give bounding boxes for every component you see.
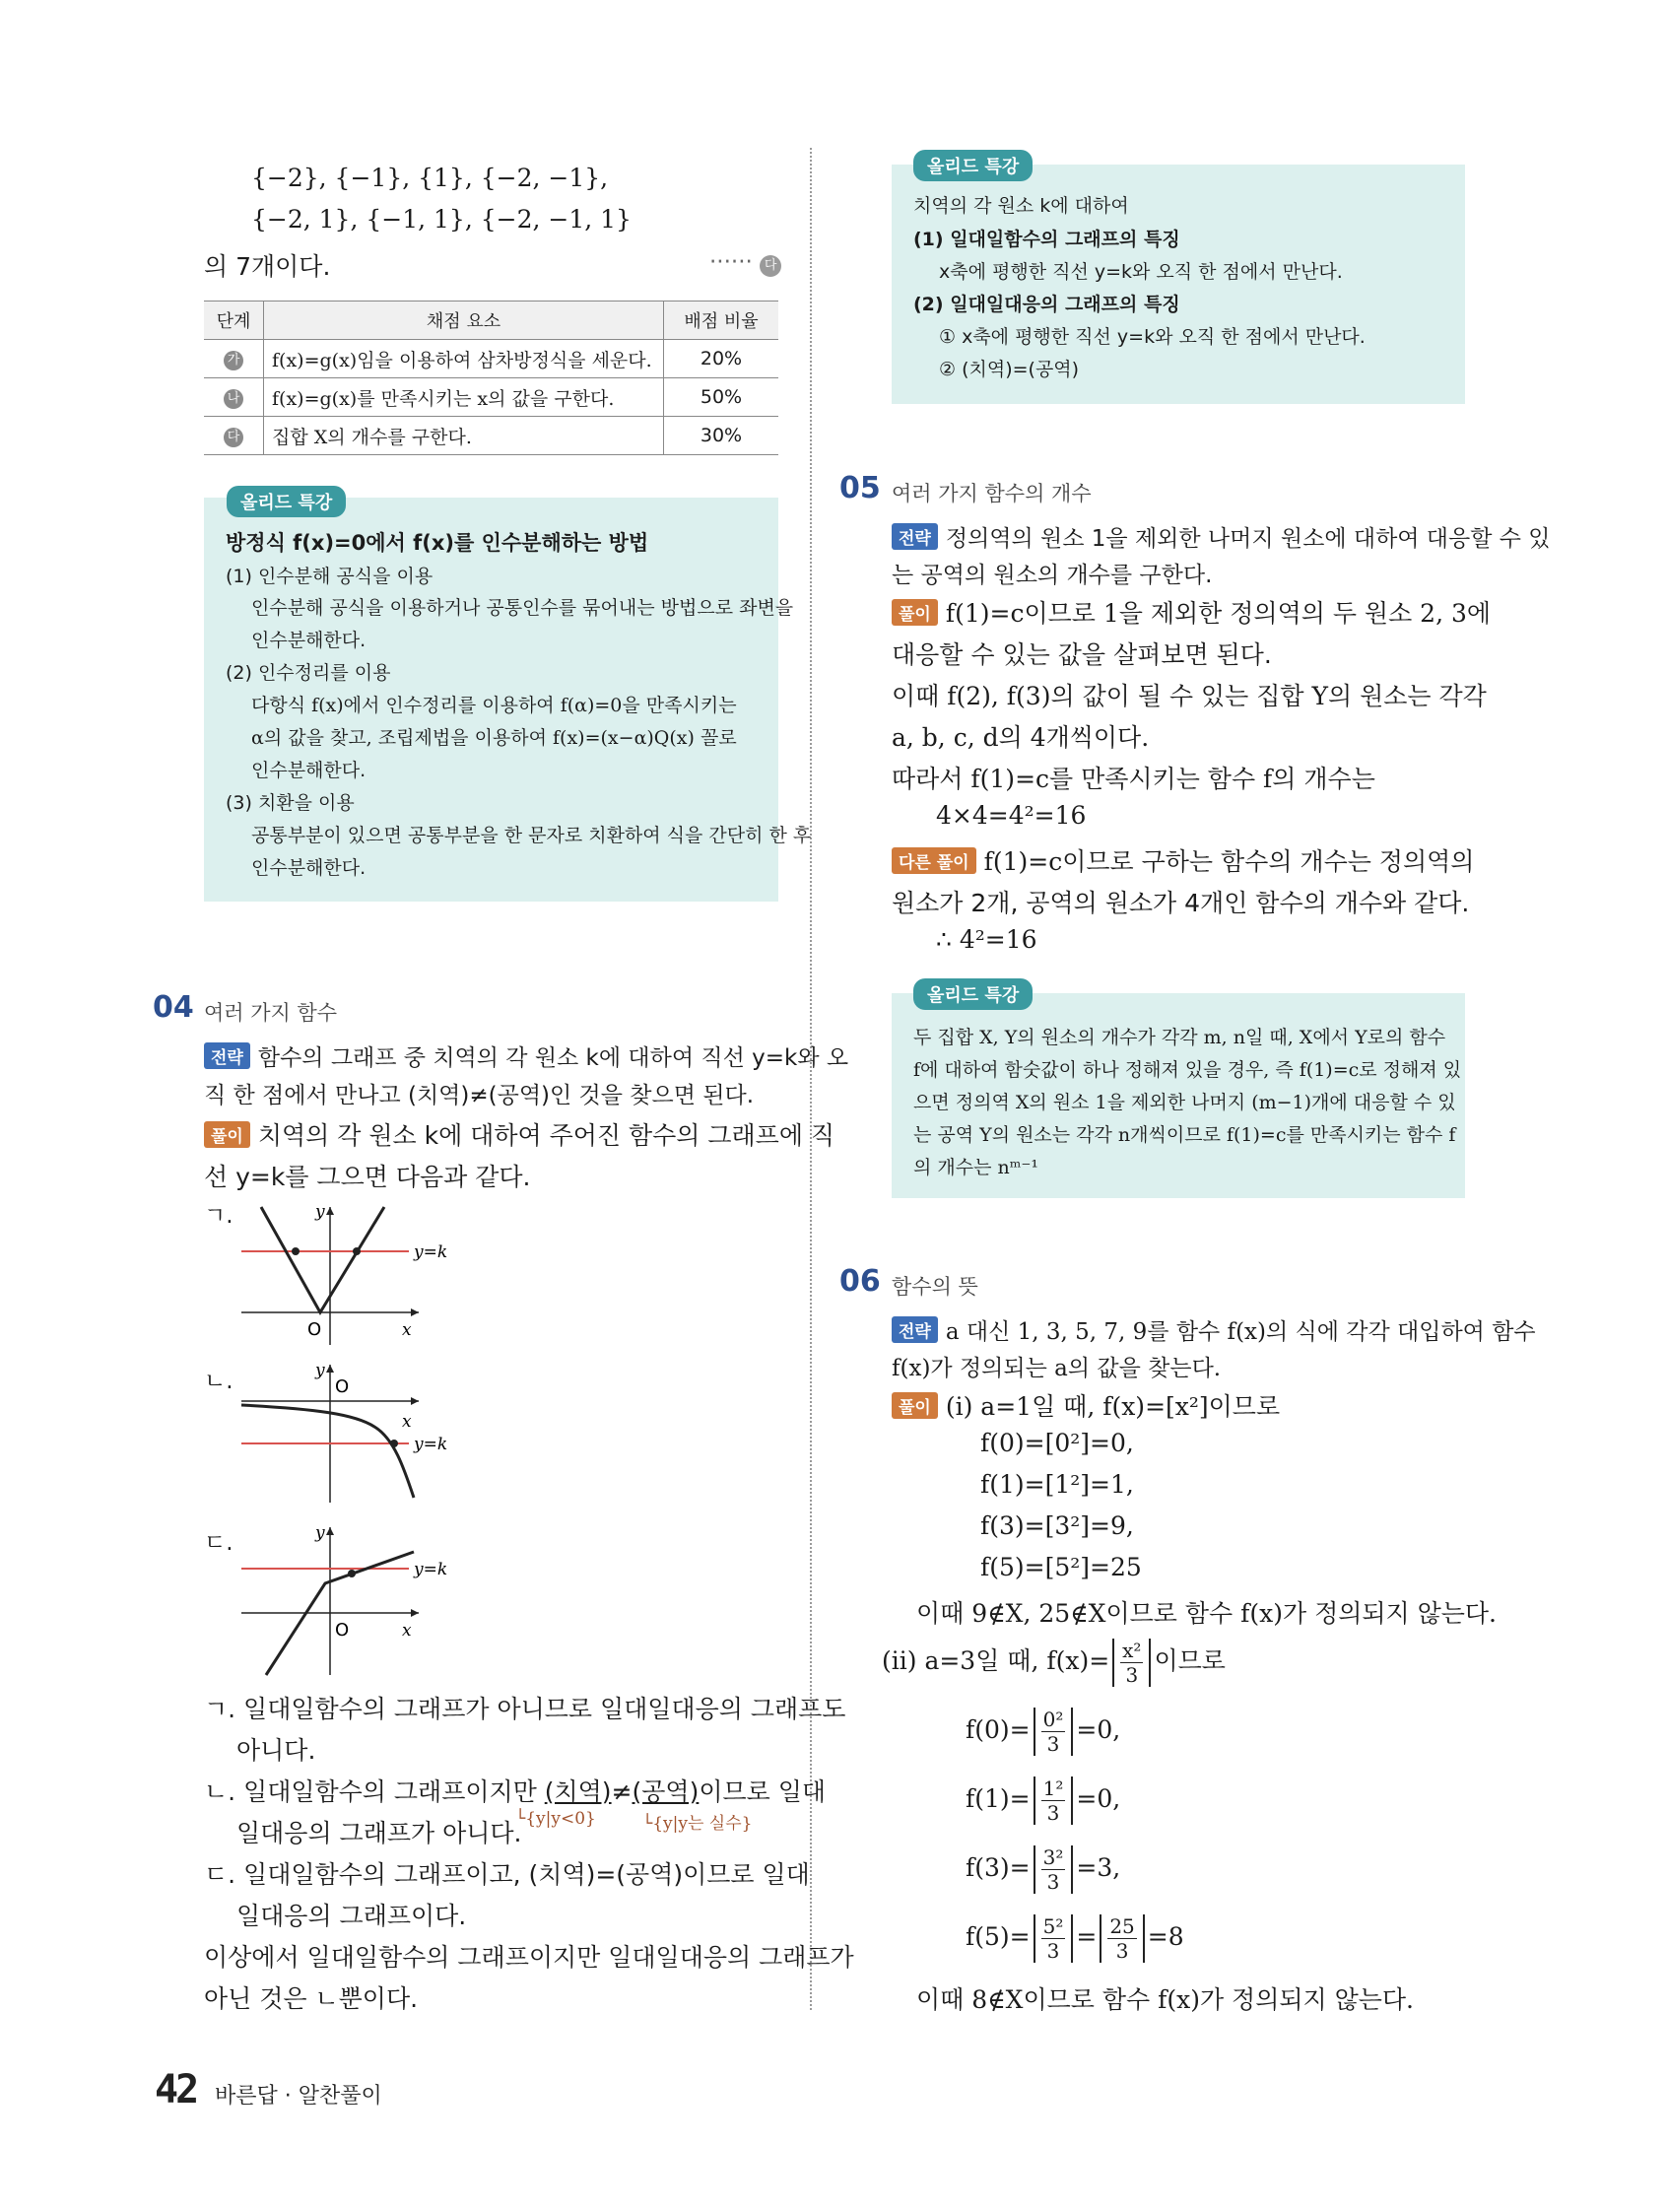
table-cell: 30%: [664, 417, 779, 455]
axis-label-x: x: [402, 1621, 412, 1641]
solution-text: 치역의 각 원소 k에 대하여 주어진 함수의 그래프에 직: [257, 1121, 835, 1150]
end-mark: ······ 다: [709, 249, 781, 277]
answer-a-line-2: 아니다.: [236, 1736, 316, 1765]
case2-expr: =3,: [1076, 1853, 1121, 1882]
tip-line: ② (치역)=(공역): [939, 359, 1080, 380]
fraction-denominator: 3: [1046, 1732, 1060, 1756]
case1-value: f(5)=[5²]=25: [980, 1553, 1142, 1581]
answer-b-text: 이므로 일대: [699, 1777, 827, 1806]
table-row: [204, 417, 778, 455]
conclusion: [204, 247, 330, 283]
origin-label: O: [307, 1319, 322, 1340]
case2-expr: =0,: [1076, 1715, 1121, 1744]
sets-line-2: {−2, 1}, {−1, 1}, {−2, −1, 1}: [251, 205, 632, 234]
graph-b: [236, 1360, 463, 1508]
table-row: [204, 340, 778, 378]
case2-text: 이므로: [1154, 1646, 1226, 1675]
strategy-text: 함수의 그래프 중 치역의 각 원소 k에 대하여 직선 y=k와 오: [257, 1045, 849, 1071]
question-number: 04: [153, 990, 194, 1025]
solution-line-3: 이때 f(2), f(3)의 값이 될 수 있는 집합 Y의 원소는 각각: [892, 682, 1487, 710]
fraction-denominator: 3: [1046, 1939, 1060, 1963]
tip-line: 인수분해 공식을 이용하거나 공통인수를 묶어내는 방법으로 좌변을: [251, 597, 794, 619]
fraction-numerator: x²: [1122, 1639, 1142, 1662]
case2-line: [882, 1639, 1226, 1687]
solution-line-2: 대응할 수 있는 값을 살펴보면 된다.: [892, 640, 1272, 669]
case1-line: [892, 1387, 1280, 1423]
intersection-point: [390, 1440, 398, 1447]
solution-line: [204, 1116, 834, 1152]
question-title: 여러 가지 함수의 개수: [892, 482, 1092, 505]
tip-line: (1) 일대일함수의 그래프의 특징: [913, 229, 1180, 250]
fraction-numerator: 25: [1109, 1914, 1135, 1938]
origin-label: O: [335, 1620, 350, 1641]
case2-value-f5: [966, 1914, 1184, 1963]
sets-line-1: {−2}, {−1}, {1}, {−2, −1},: [251, 164, 609, 192]
solution-tag: 풀이: [204, 1121, 250, 1148]
axis-label-x: x: [402, 1320, 412, 1340]
answer-c-line-2: 일대응의 그래프이다.: [236, 1902, 467, 1930]
case1-value: f(3)=[3²]=9,: [980, 1511, 1134, 1540]
tip-line: 치역의 각 원소 k에 대하여: [913, 195, 1129, 217]
tip-box-function-count: [892, 993, 1465, 1198]
tip-line: (1) 인수분해 공식을 이용: [226, 566, 434, 587]
case2-end: 이때 8∉X이므로 함수 f(x)가 정의되지 않는다.: [916, 1985, 1415, 2014]
floor-fraction: [1034, 1914, 1074, 1963]
graph-label-b: ㄴ.: [204, 1369, 234, 1394]
solution-line-2: 선 y=k를 그으면 다음과 같다.: [204, 1163, 531, 1191]
floor-fraction: [1034, 1845, 1074, 1894]
tip-line: (2) 인수정리를 이용: [226, 662, 391, 684]
table-cell: 집합 X의 개수를 구한다.: [264, 417, 664, 455]
page-number: 42: [155, 2067, 197, 2112]
floor-fraction: [1112, 1639, 1151, 1687]
tip-line: x축에 평행한 직선 y=k와 오직 한 점에서 만난다.: [939, 261, 1343, 283]
y-axis-arrow: [326, 1365, 334, 1373]
case2-value-f0: [966, 1708, 1120, 1756]
column-divider: [810, 148, 812, 2010]
intersection-point: [353, 1247, 361, 1255]
strategy-tag: 전략: [204, 1042, 250, 1069]
strategy-text: a 대신 1, 3, 5, 7, 9를 함수 f(x)의 식에 각각 대입하여 함수: [945, 1319, 1536, 1345]
case1-value: f(1)=[1²]=1,: [980, 1470, 1134, 1499]
tip-line: 다항식 f(x)에서 인수정리를 이용하여 f(α)=0을 만족시키는: [251, 695, 737, 716]
floor-fraction: [1100, 1914, 1144, 1963]
function-curve: [261, 1207, 384, 1312]
tip-label: 올리드 특강: [913, 978, 1033, 1010]
codomain-note: └{y|y는 실수}: [642, 1814, 753, 1834]
strategy-tag: 전략: [892, 523, 938, 550]
tip-line: α의 값을 찾고, 조립제법을 이용하여 f(x)=(x−α)Q(x) 꼴로: [251, 727, 737, 749]
fraction-numerator: 3²: [1042, 1845, 1064, 1869]
tip-box-factoring: [204, 498, 812, 902]
strategy-line-2: f(x)가 정의되는 a의 값을 찾는다.: [892, 1356, 1222, 1381]
strategy-line-2: 는 공역의 원소의 개수를 구한다.: [892, 563, 1213, 588]
answer-b-text: ㄴ. 일대일함수의 그래프이지만: [204, 1777, 545, 1806]
line-label: y=k: [414, 1435, 448, 1454]
scoring-table: [204, 301, 778, 455]
case1-text: (i) a=1일 때, f(x)=[x²]이므로: [945, 1392, 1281, 1421]
table-header: 채점 요소: [264, 302, 664, 340]
y-axis-arrow: [326, 1527, 334, 1535]
case2-expr: f(5)=: [966, 1922, 1031, 1951]
graph-a: [236, 1197, 463, 1350]
tip-line: 공통부분이 있으면 공통부분을 한 문자로 치환하여 식을 간단히 한 후: [251, 825, 812, 846]
tip-line: 인수분해한다.: [251, 857, 367, 879]
floor-fraction: [1034, 1708, 1074, 1756]
codomain-term: (공역): [632, 1777, 700, 1806]
alt-solution-line-3: ∴ 4²=16: [936, 925, 1037, 954]
graph-label-a: ㄱ.: [204, 1203, 234, 1229]
table-row: [204, 378, 778, 417]
fraction-denominator: 3: [1115, 1939, 1129, 1963]
answer-a-line-1: ㄱ. 일대일함수의 그래프가 아니므로 일대일대응의 그래프도: [204, 1695, 846, 1723]
step-badge: 다: [224, 428, 243, 447]
solution-line-4: a, b, c, d의 4개씩이다.: [892, 723, 1150, 752]
line-label: y=k: [414, 1560, 448, 1579]
solution-line: [892, 594, 1491, 630]
question-number: 05: [839, 471, 881, 505]
final-line-1: 이상에서 일대일함수의 그래프이지만 일대일대응의 그래프가: [204, 1943, 854, 1972]
solution-tag: 풀이: [892, 1392, 938, 1419]
y-axis-arrow: [326, 1207, 334, 1215]
answer-b-line-1: [204, 1773, 826, 1808]
answer-c-line-1: ㄷ. 일대일함수의 그래프이고, (치역)=(공역)이므로 일대: [204, 1860, 810, 1889]
table-header: 단계: [204, 302, 264, 340]
tip-line: f에 대하여 함숫값이 하나 정해져 있을 경우, 즉 f(1)=c로 정해져 있: [913, 1059, 1462, 1081]
fraction-denominator: 3: [1046, 1801, 1060, 1825]
range-term: (치역): [544, 1777, 612, 1806]
axis-label-y: y: [315, 1523, 325, 1543]
graph-label-c: ㄷ.: [204, 1530, 234, 1556]
tip-line: 의 개수는 nᵐ⁻¹: [913, 1157, 1039, 1178]
question-title: 여러 가지 함수: [204, 1001, 338, 1025]
graph-c: [236, 1522, 463, 1680]
axis-label-y: y: [315, 1361, 325, 1380]
case2-expr: =: [1076, 1922, 1098, 1951]
fraction-denominator: 3: [1125, 1663, 1139, 1687]
solution-line-6: 4×4=4²=16: [936, 801, 1087, 830]
range-note: └{y|y<0}: [515, 1809, 596, 1829]
case2-value-f1: [966, 1776, 1120, 1825]
solution-tag: 풀이: [892, 599, 938, 626]
tip-line: (3) 치환을 이용: [226, 792, 355, 814]
question-title: 함수의 뜻: [892, 1275, 978, 1299]
answer-b-line-2: 일대응의 그래프가 아니다.: [236, 1819, 522, 1847]
table-cell: f(x)=g(x)를 만족시키는 x의 값을 구한다.: [264, 378, 664, 417]
strategy-line-2: 직 한 점에서 만나고 (치역)≠(공역)인 것을 찾으면 된다.: [204, 1083, 755, 1108]
tip-line: 두 집합 X, Y의 원소의 개수가 각각 m, n일 때, X에서 Y로의 함수: [913, 1027, 1446, 1048]
footer-text: 바른답 · 알찬풀이: [215, 2084, 382, 2109]
case1-end: 이때 9∉X, 25∉X이므로 함수 f(x)가 정의되지 않는다.: [916, 1599, 1498, 1628]
strategy-text: 정의역의 원소 1을 제외한 나머지 원소에 대하여 대응할 수 있: [945, 526, 1551, 552]
solution-line-5: 따라서 f(1)=c를 만족시키는 함수 f의 개수는: [892, 765, 1375, 793]
alt-solution-text: f(1)=c이므로 구하는 함수의 개수는 정의역의: [983, 847, 1475, 876]
alt-solution-tag: 다른 풀이: [892, 847, 976, 874]
table-cell: 20%: [664, 340, 779, 378]
fraction-numerator: 0²: [1042, 1708, 1064, 1731]
table-cell: 50%: [664, 378, 779, 417]
case2-text: (ii) a=3일 때, f(x)=: [882, 1646, 1110, 1675]
table-cell: f(x)=g(x)임을 이용하여 삼차방정식을 세운다.: [264, 340, 664, 378]
fraction-numerator: 1²: [1042, 1776, 1064, 1800]
question-number: 06: [839, 1264, 881, 1299]
tip-line: 인수분해한다.: [251, 760, 367, 781]
strategy-line: [892, 1313, 1536, 1346]
strategy-tag: 전략: [892, 1316, 938, 1343]
case2-value-f3: [966, 1845, 1120, 1894]
tip-title: 방정식 f(x)=0에서 f(x)를 인수분해하는 방법: [226, 531, 649, 555]
fraction-numerator: 5²: [1042, 1914, 1064, 1938]
floor-fraction: [1034, 1776, 1074, 1825]
conclusion-text: 의 7개이다.: [204, 252, 331, 281]
strategy-line: [204, 1039, 848, 1072]
line-label: y=k: [414, 1242, 448, 1262]
tip-line: 는 공역 Y의 원소는 각각 n개씩이므로 f(1)=c를 만족시키는 함수 f: [913, 1124, 1456, 1146]
intersection-point: [348, 1570, 356, 1577]
tip-line: ① x축에 평행한 직선 y=k와 오직 한 점에서 만난다.: [939, 326, 1366, 348]
tip-box-one-to-one: [892, 165, 1465, 404]
x-axis-arrow: [411, 1397, 419, 1405]
case2-expr: =0,: [1076, 1784, 1121, 1813]
solution-text: f(1)=c이므로 1을 제외한 정의역의 두 원소 2, 3에: [945, 599, 1492, 628]
case2-expr: =8: [1147, 1922, 1184, 1951]
table-header: 배점 비율: [664, 302, 779, 340]
function-curve: [241, 1405, 414, 1498]
step-badge: 가: [224, 351, 243, 370]
origin-label: O: [335, 1376, 350, 1397]
end-mark-circle: 다: [760, 255, 781, 277]
case1-value: f(0)=[0²]=0,: [980, 1429, 1134, 1457]
x-axis-arrow: [411, 1609, 419, 1617]
case2-expr: f(3)=: [966, 1853, 1031, 1882]
tip-line: 으면 정의역 X의 원소 1을 제외한 나머지 (m−1)개에 대응할 수 있: [913, 1092, 1456, 1113]
tip-line: 인수분해한다.: [251, 630, 367, 651]
step-badge: 나: [224, 389, 243, 409]
alt-solution-line-2: 원소가 2개, 공역의 원소가 4개인 함수의 개수와 같다.: [892, 889, 1470, 917]
tip-label: 올리드 특강: [913, 150, 1033, 181]
tip-label: 올리드 특강: [227, 486, 346, 517]
case2-expr: f(1)=: [966, 1784, 1031, 1813]
tip-line: (2) 일대일대응의 그래프의 특징: [913, 294, 1180, 315]
x-axis-arrow: [411, 1308, 419, 1316]
case2-expr: f(0)=: [966, 1715, 1031, 1744]
fraction-denominator: 3: [1046, 1870, 1060, 1894]
table-header-row: [204, 302, 778, 340]
alt-solution-line: [892, 842, 1474, 878]
axis-label-y: y: [315, 1202, 325, 1222]
strategy-line: [892, 520, 1551, 553]
not-equal: ≠: [611, 1777, 633, 1806]
final-line-2: 아닌 것은 ㄴ뿐이다.: [204, 1984, 419, 2013]
intersection-point: [292, 1247, 300, 1255]
axis-label-x: x: [402, 1412, 412, 1432]
